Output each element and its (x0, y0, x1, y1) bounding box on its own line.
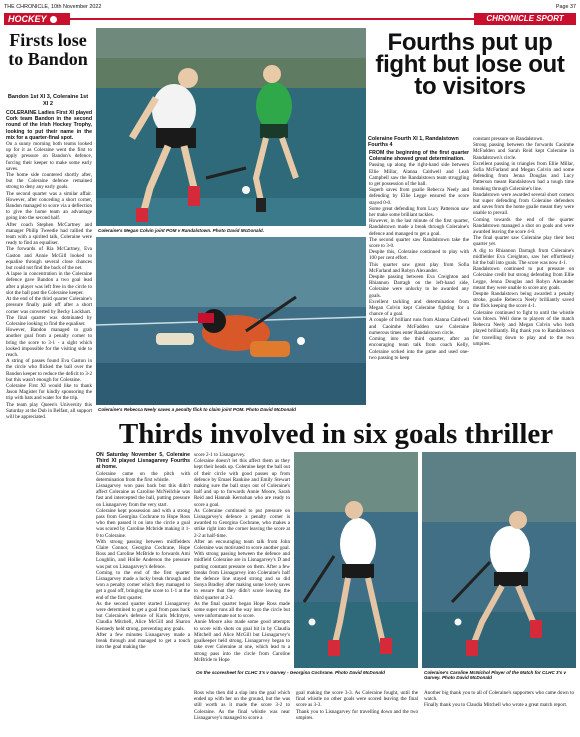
paragraph: As Coleraine continued to put pressure on Lisnagarvey's defence a penalty corner is awarded to Georgina Cochrane, who makes a strike right into the corner leaving the score at 2-2 at half-time. (194, 507, 290, 539)
paragraph: Despite passing between Eva Creighton and Rhiannon Darragh on the left-hand side, Coleraine were unlucky to be awarded any goals. (369, 274, 469, 299)
paragraph: Excellent tackling and determination from Megan Colvin kept Coleraine fighting for a chance of a goal. (369, 298, 469, 318)
paragraph: goal making the score 3-3. As Coleraine fought, until the final whistle no other goals were scored leaving the final score as 3-3. (296, 690, 418, 709)
paragraph: Coleraine continued to fight to until the whistle was blown. Well done to players of the match Rebecca Neely and Megan Colvin who both played brilliantly. Big thank you to Randalstown for travelling down to play and to the two umpires. (473, 309, 574, 347)
section-tag-label: HOCKEY (8, 14, 47, 24)
paragraph: At the end of the third quarter Coleraine's pressure finally paid off after a short corner was converted by Becky Lockhart. (6, 296, 92, 315)
paragraph: Coming to the end of the first quarter Lisnagarvey made a lucky break through and won a penalty corner which they managed to get a goal off, bringing the score to 1-1 at the end of the first quarter. (96, 569, 190, 601)
paragraph: constant pressure on Randalstown. (473, 136, 544, 142)
paragraph: After coach Stephen McCartney and manager Philip Tweedie had rallied the team with a spirited talk, Coleraine were ready to find an equaliser. (6, 221, 92, 247)
paragraph: However, Bandon managed to grab another goal from a penalty corner to bring the score to 3-1 - a sight which looked impossible for the visiting side to reach. (6, 327, 92, 358)
paragraph: Coleraine doesn't let this affect them as they kept their heads up. Coleraine kept the ball out of their circle with good passes up from defence by Emaei Rankine and Emily Stewart making sure the ball stays out of Coleraine's half and up to forwards Annie Moore, Sarah Reid and Hannah Kernohan who are ready to score a goal. (194, 458, 290, 508)
paragraph: Passing up along the right-hand side between Ellie Millar, Alanna Caldwell and Leah Campbell saw the Randalstown team struggling to get possession of the ball. (369, 162, 469, 188)
paragraph: Strong passing between the forwards Caoimhe McFadden and Sarah Reid kept Coleraine in Randalstown's circle. (473, 142, 574, 161)
story2-body-col1 (369, 150, 469, 412)
story2-body-col2 (473, 136, 574, 412)
story3-headline: Thirds involved in six goals thriller (118, 418, 554, 450)
photo3-caption: On the scoresheet for CLHC 3's v Garvey - Georgina Cochrane. Photo David McDonald (196, 670, 385, 675)
paragraph: score 2-1 to Lisnagarvey. (194, 452, 246, 458)
paragraph: COLERAINE Ladies First XI played Cork team Bandon in the second round of the Irish Hockey Trophy, looking to put their name in the mix for a quarter-final spot. (6, 110, 92, 141)
paragraph: The final quarter was dominated by Coleraine looking to find the equaliser. (6, 314, 92, 327)
paragraph: The forwards of Ria McCartney, Eva Gaston and Annie McGill looked to equalise through several close chances but could not find the back of the net. (6, 246, 92, 272)
section-tag (4, 13, 70, 25)
publication-dateline: THE CHRONICLE, 10th November 2022 (4, 4, 102, 10)
story1-body (6, 110, 92, 420)
paragraph: The second quarter saw Randalstown take the score to 3-0. (369, 236, 469, 250)
paragraph: After an encouraging team talk from John Coleraine was motivated to score another goal. With strong passing between the defence and midfield Coleraine are in Lisnagarvey's D and putting constant pressure on them. After a few breaks from Lisnagarvey into Coleraine's half the defence line stayed strong and so did Sonya Bradley after making some lovely saves to ensure that they didn't score leaving the third quarter at 2-2. (194, 538, 290, 601)
paragraph: Ross who then did a slap into the goal which ended up with her on the ground, but the was still worth as it made the score 3-2 to Coleraine. As the final whistle was near Lisnagarvey's managed to score a (194, 690, 290, 721)
story3-body-col4 (296, 690, 418, 734)
paragraph: Despite Randalstown being awarded a penalty stroke, goalie Rebecca Neely brilliantly saved the flick keeping the score 4-1. (473, 291, 574, 310)
paragraph: Randalstown continued to put pressure on Coleraine credit but strong defending from Ellie Legge, Jenna Douglas and Robyn Alexander meant they were unable to score any goals. (473, 266, 574, 291)
goalkeeper-save-image (96, 237, 366, 405)
story3-body-col2 (194, 452, 290, 668)
paragraph: A lapse in concentration in the Coleraine defence gave Bandon a two goal lead after a player was left free in the circle to slot the ball past the Coleraine keeper. (6, 271, 92, 296)
paragraph: Coming into the third quarter, after an encouraging team talk from coach Kelly, Coleraine scrked into the game and used one-two passing to keep (369, 336, 469, 361)
brand-banner: CHRONICLE SPORT (474, 13, 576, 25)
caroline-action-image (422, 452, 576, 668)
photo-georgina-cochrane (294, 452, 418, 668)
story1-score: Bandon 1st XI 3, Coleraine 1st XI 2 (7, 94, 89, 107)
photo1-caption: Coleraine's Megan Colvin joint POM v Randalstown. Photo David McDonald. (98, 228, 264, 233)
hockey-action-image (96, 28, 366, 226)
paragraph: Despite this, Coleraine continued to play with 100 per cent effort. (369, 249, 469, 262)
paragraph: The second quarter was a similar affair. However, after conceding a short corner, Bandon managed to score via a deflection to give the home team an advantage going into the second half. (6, 190, 92, 222)
paragraph: With strong passing between midfielders Claire Connor, Georgina Cochrane, Hope Ross and Caroline McBride to forwards Ami Loughlin, and Hollie Anderson the pressure was put on Lisnagarvey's defence. (96, 538, 190, 570)
photo-caroline-mcnichol (422, 452, 576, 668)
paragraph: Coleraine kept possession and with a strong pass from Georgina Cochrane to Hope Ross who then passed it on into the circle a goal was scored by Caroline Mcbride making it 1-0 to Coleraine. (96, 507, 190, 539)
photo2-caption: Coleraine's Rebecca Neely saves a penalty flick to claim joint POM. Photo David McDonald (98, 407, 296, 412)
story2-headline: Fourths put up fight but lose out to visitors (375, 29, 565, 100)
paragraph: Another big thank you to all of Coleraine's supporters who came down to watch. (424, 690, 574, 703)
paragraph: Coming towards the end of the quarter Randalstown managed a shot on goals and were awarded leaving the score 4-0. (473, 216, 574, 236)
paragraph: ON Saturday November 5, Coleraine Third XI played Lisnagarvey Fourths at home. (96, 452, 190, 471)
paragraph: On a sunny morning both teams looked up for it as Coleraine went the first to apply pressure on Bandon's defence, forcing their keeper to make some early saves. (6, 141, 92, 172)
page-number: Page 37 (555, 4, 576, 10)
story3-body-col3 (194, 690, 290, 734)
story2-score: Coleraine Fourth XI 1, Randalstown Fourths 4 (368, 136, 459, 149)
photo4-caption: Coleraine's Caroline McNichol Player of the Match for CLHC 3's v Garvey. Photo David McDonald (424, 670, 567, 681)
photo-hockey-players (96, 28, 366, 226)
paragraph: Some great defending from Lucy Patterson saw her make some brilliant tackles. (369, 205, 469, 219)
paragraph: However, in the last minute of the first quarter, Randalstown made a break through Coleraine's defence and managed to get a goal. (369, 218, 469, 237)
paragraph: FROM the beginning of the first quarter Coleraine showed great determination. (369, 150, 469, 163)
paragraph: A dig to Rhiannon Darragh from Coleraine's midfielder Eva Creighton, saw her effortlessly hit the ball into goals. The score was now 4-1. (473, 247, 574, 267)
paragraph: The final quarter saw Coleraine play their best quarter yet. (473, 235, 574, 248)
paragraph: The home side countered shortly after, but the Coleraine defence remained strong to deny any early goals. (6, 172, 92, 191)
photo-goalkeeper (96, 237, 366, 405)
paragraph: As the second quarter started Lisnagarvey were determined to get a goal from pass back but Coleraine's defence of Karis McIntyre, Claudia Mitchell, Alice McGill and Sharon Kennedy held strong, preventing any goals. (96, 600, 190, 632)
header-divider (70, 18, 474, 20)
paragraph: Coleraine came on the pitch with determination from the first whistle. (96, 470, 190, 483)
page-header (4, 3, 576, 13)
paragraph: Superb saves from goalie Rebecca Neely and defending by Ellie Legge ensured the score stayed 0-0. (369, 187, 469, 206)
paragraph: Excellent passing in triangles from Ellie Millar, Sofia McFarland and Megan Colvin and some defending from Jenna Douglas and Lucy Patterson meant Randalstown had a tough time breaking through Coleraine's line. (473, 160, 574, 192)
paragraph: Annie Moore also made some good attempts to score with shots on goal hit in by Claudia Mitchell and Alice McGill but Lisnagarvey's goalkeeper held strong. Lisnagarvey began to take over Coleraine at one, which lead to a strong pass into the circle from Caroline McBride to Hope (194, 619, 290, 663)
paragraph: After a few minutes Lisnagarvey made a break through and managed to get a touch into the goal making the (96, 631, 190, 651)
paragraph: This quarter saw great play from Sofia McFarland and Robyn Alexander. (369, 261, 469, 274)
story3-body-col1 (96, 452, 190, 733)
paragraph: Coleraine First XI would like to thank Jason Magister for kindly sponsoring the trip with bats and water for the trip. (6, 382, 92, 402)
story3-body-col5 (424, 690, 574, 734)
story1-headline: Firsts lose to Bandon (8, 30, 88, 69)
paragraph: Thank you to Lisnagarvey for travelling down and the two umpires. (296, 708, 418, 721)
paragraph: A string of passes found Eva Gaston in the circle who flicked the ball over the Bandon keeper to reduce the deficit to 3-2 but this wasn't enough for Coleraine. (6, 358, 92, 383)
hockey-ball-icon (50, 16, 57, 23)
paragraph: Finally thank you to Claudia Mitchell who wrote a great match report. (424, 702, 568, 709)
georgina-action-image (294, 452, 418, 668)
paragraph: Lisnagarvey won pass back but this didn't affect Coleraine as Caroline McNeilchie was fast and intercepted the ball, putting pressure on Lisnagarvey from the very start. (96, 483, 190, 508)
paragraph: As the final quarter began Hope Ross made some super runs all the way into the circle but were unfortunate not to score. (194, 600, 290, 620)
paragraph: Randalstown were awarded several short corners but super defending from Coleraine defenders and saves from the home goalie meant they were unable to prevail. (473, 191, 574, 217)
paragraph: The team play Queen's University this Saturday at the Dub in Belfast, all support will be appreciated. (6, 401, 92, 420)
paragraph: A couple of brilliant runs from Alanna Caldwell and Caoimhe McFadden saw Coleraine numerous times enter Randalstown circle. (369, 317, 469, 336)
